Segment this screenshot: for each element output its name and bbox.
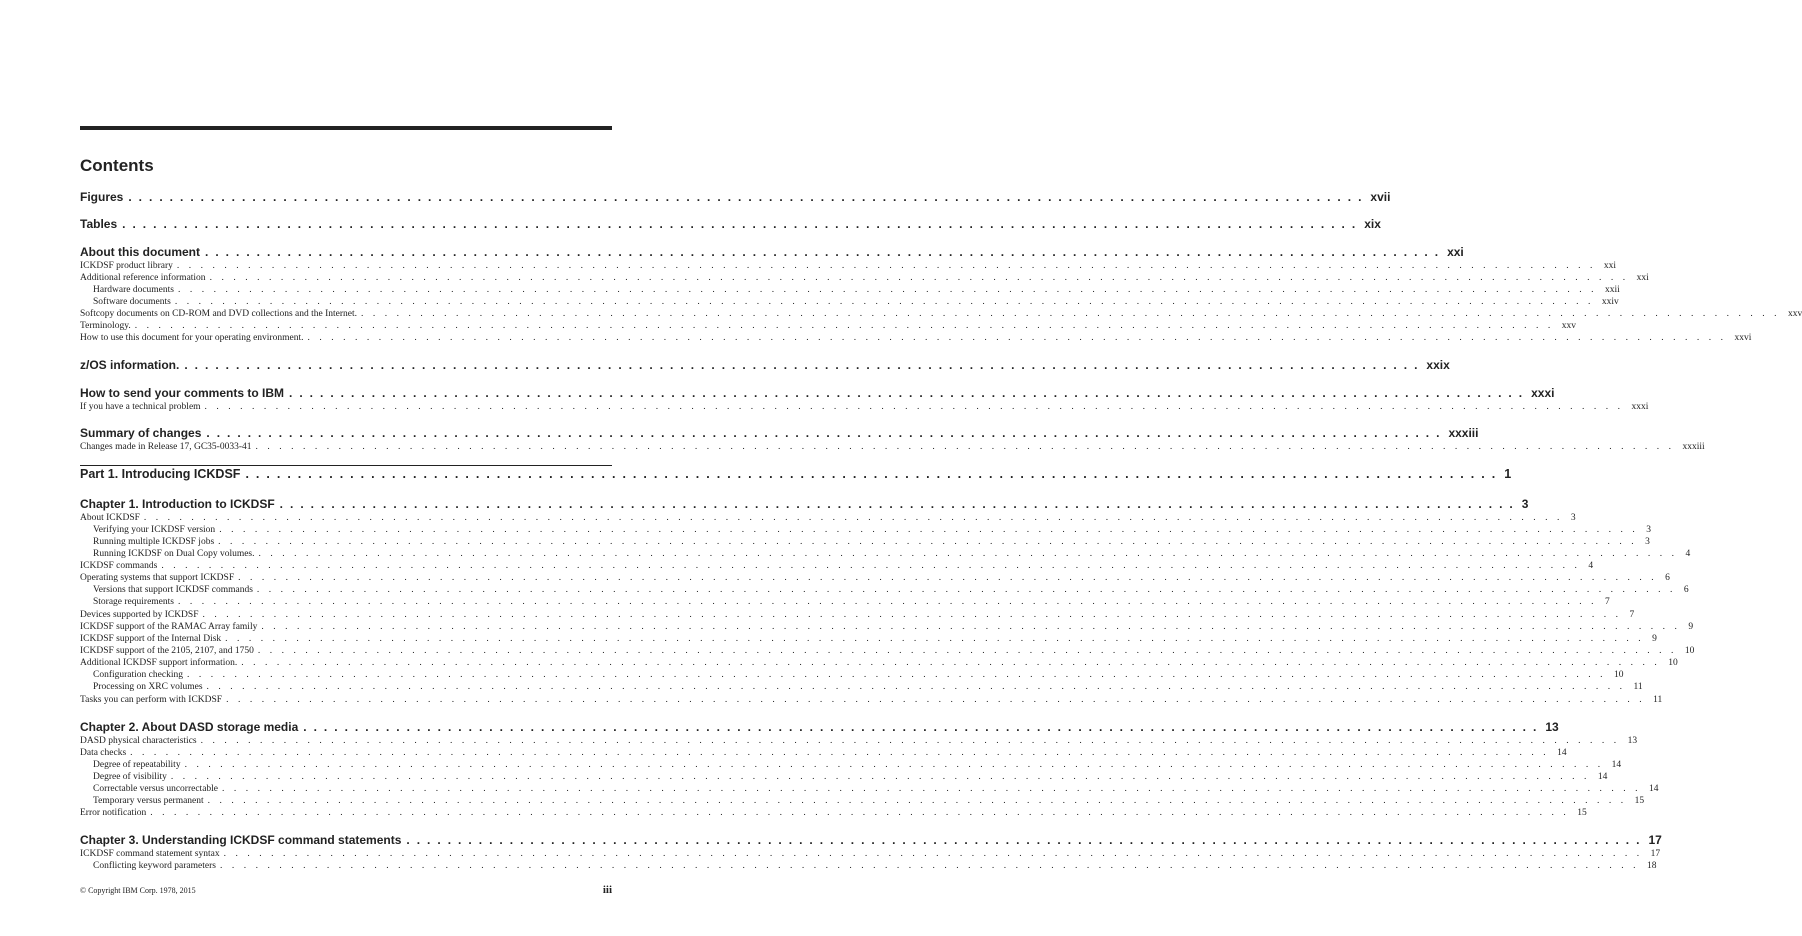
toc-entry-label: Figures xyxy=(80,190,124,204)
toc-entry-page-number: 10 xyxy=(1668,658,1678,668)
toc-entry-page-number: xxv xyxy=(1788,309,1802,319)
toc-entry-label: Configuration checking xyxy=(93,670,183,680)
toc-entry-label: ICKDSF commands xyxy=(80,561,158,571)
toc-entry[interactable] xyxy=(80,695,1663,706)
toc-entry-page-number: xxii xyxy=(1604,285,1620,295)
dot-leader: ........................................................................................................................ xyxy=(176,261,1602,271)
toc-entry-label: How to send your comments to IBM xyxy=(80,386,285,400)
toc-entry[interactable] xyxy=(80,426,1479,440)
toc-entry[interactable] xyxy=(80,682,1643,693)
dot-leader: ........................................................................................................................ xyxy=(122,217,1363,231)
dot-leader: ........................................................................................................................ xyxy=(205,245,1446,259)
toc-entry[interactable] xyxy=(80,273,1649,284)
dot-leader: ........................................................................................................................ xyxy=(219,861,1645,871)
dot-leader: ........................................................................................................................ xyxy=(134,321,1560,331)
toc-entry-label: ICKDSF support of the Internal Disk xyxy=(80,634,222,644)
toc-entry-label: Tasks you can perform with ICKDSF xyxy=(80,695,223,705)
dot-leader: ........................................................................................................................ xyxy=(130,748,1556,758)
toc-entry-page-number: 3 xyxy=(1521,497,1529,511)
toc-entry-label: Versions that support ICKDSF commands xyxy=(93,585,253,595)
dot-leader: ........................................................................................................................ xyxy=(241,658,1667,668)
toc-entry[interactable] xyxy=(80,561,1594,572)
toc-entry-page-number: 7 xyxy=(1629,610,1635,620)
dot-leader: ........................................................................................................................ xyxy=(245,467,1503,481)
toc-entry[interactable] xyxy=(80,386,1555,400)
toc-entry-label: z/OS information. xyxy=(80,358,180,372)
toc-entry-label: About ICKDSF xyxy=(80,513,140,523)
top-rule xyxy=(80,126,612,130)
dot-leader: ........................................................................................................................ xyxy=(218,537,1644,547)
toc-entry-label: Terminology. xyxy=(80,321,131,331)
toc-entry-label: Error notification xyxy=(80,808,147,818)
toc-entry-label: ICKDSF command statement syntax xyxy=(80,849,220,859)
toc-entry[interactable] xyxy=(80,217,1381,231)
toc-entry[interactable] xyxy=(80,634,1657,645)
toc-entry-label: If you have a technical problem xyxy=(80,402,201,412)
toc-entry-page-number: 10 xyxy=(1684,646,1695,656)
toc-entry[interactable] xyxy=(80,861,1657,872)
toc-entry-label: Devices supported by ICKDSF xyxy=(80,610,199,620)
toc-entry-page-number: 15 xyxy=(1634,796,1645,806)
dot-leader: ........................................................................................................................ xyxy=(222,784,1648,794)
toc-entry[interactable] xyxy=(80,333,1752,344)
toc-entry[interactable] xyxy=(80,465,1512,481)
dot-leader: ........................................................................................................................ xyxy=(128,190,1369,204)
dot-leader: ........................................................................................................................ xyxy=(406,833,1647,847)
toc-entry-page-number: xxi xyxy=(1636,273,1649,283)
toc-entry-label: Tables xyxy=(80,217,118,231)
toc-entry[interactable] xyxy=(80,573,1670,584)
toc-entry[interactable] xyxy=(80,537,1650,548)
toc-entry[interactable] xyxy=(80,549,1691,560)
toc-entry[interactable] xyxy=(80,402,1649,413)
toc-entry[interactable] xyxy=(80,261,1617,272)
toc-entry-label: Softcopy documents on CD-ROM and DVD collections and the Internet. xyxy=(80,309,358,319)
toc-entry-page-number: 11 xyxy=(1633,682,1643,692)
toc-entry-label: How to use this document for your operating environment. xyxy=(80,333,304,343)
toc-entry-label: Processing on XRC volumes xyxy=(93,682,203,692)
toc-entry-label: Running ICKDSF on Dual Copy volumes. xyxy=(93,549,255,559)
toc-entry-page-number: xxvi xyxy=(1734,333,1752,343)
toc-entry-page-number: 13 xyxy=(1627,736,1638,746)
toc-entry[interactable] xyxy=(80,190,1391,204)
dot-leader: ........................................................................................................................ xyxy=(256,585,1682,595)
toc-entry-page-number: 14 xyxy=(1597,772,1608,782)
dot-leader: ........................................................................................................................ xyxy=(255,442,1681,452)
toc-entry[interactable] xyxy=(80,622,1694,633)
toc-entry-page-number: 4 xyxy=(1588,561,1594,571)
dot-leader: ........................................................................................................................ xyxy=(279,497,1520,511)
toc-entry[interactable] xyxy=(80,772,1608,783)
dot-leader: ........................................................................................................................ xyxy=(150,808,1576,818)
toc-entry-label: Degree of repeatability xyxy=(93,760,181,770)
dot-leader: ........................................................................................................................ xyxy=(226,695,1652,705)
toc-entry[interactable] xyxy=(80,796,1645,807)
toc-entry-label: Chapter 2. About DASD storage media xyxy=(80,720,299,734)
toc-entry[interactable] xyxy=(80,849,1661,860)
toc-entry-page-number: xxi xyxy=(1447,245,1464,259)
toc-entry[interactable] xyxy=(80,358,1450,372)
toc-entry-page-number: xxiv xyxy=(1601,297,1619,307)
toc-entry-page-number: xxxiii xyxy=(1682,442,1705,452)
toc-entry-page-number: 6 xyxy=(1683,585,1689,595)
toc-entry[interactable] xyxy=(80,610,1635,621)
dot-leader: ........................................................................................................................ xyxy=(161,561,1587,571)
toc-entry-label: ICKDSF support of the 2105, 2107, and 1750 xyxy=(80,646,254,656)
toc-entry-page-number: 13 xyxy=(1545,720,1559,734)
toc-entry[interactable] xyxy=(80,736,1638,747)
dot-leader: ........................................................................................................................ xyxy=(257,646,1683,656)
toc-entry[interactable] xyxy=(80,309,1802,320)
toc-entry-label: Running multiple ICKDSF jobs xyxy=(93,537,215,547)
toc-entry-page-number: 14 xyxy=(1649,784,1659,794)
toc-entry-label: DASD physical characteristics xyxy=(80,736,197,746)
toc-entry-page-number: 18 xyxy=(1646,861,1657,871)
toc-entry[interactable] xyxy=(80,585,1689,596)
toc-entry-page-number: xxi xyxy=(1603,261,1617,271)
toc-entry-label: Chapter 1. Introduction to ICKDSF xyxy=(80,497,275,511)
toc-entry-page-number: 4 xyxy=(1685,549,1691,559)
dot-leader: ........................................................................................................................ xyxy=(206,426,1447,440)
toc-entry-page-number: 7 xyxy=(1605,597,1610,607)
toc-entry-page-number: 17 xyxy=(1648,833,1662,847)
toc-entry-page-number: xvii xyxy=(1370,190,1391,204)
toc-entry-page-number: 3 xyxy=(1646,525,1651,535)
dot-leader: ........................................................................................................................ xyxy=(261,622,1687,632)
toc-entry[interactable] xyxy=(80,808,1587,819)
toc-entry[interactable] xyxy=(80,670,1624,681)
toc-entry[interactable] xyxy=(80,658,1678,669)
toc-entry[interactable] xyxy=(80,784,1659,795)
dot-leader: ........................................................................................................................ xyxy=(361,309,1787,319)
dot-leader: ........................................................................................................................ xyxy=(289,386,1530,400)
toc-entry[interactable] xyxy=(80,720,1559,734)
toc-entry-page-number: 3 xyxy=(1645,537,1650,547)
toc-entry-label: About this document xyxy=(80,245,200,259)
toc-entry-page-number: 9 xyxy=(1688,622,1694,632)
toc-entry-page-number: xxv xyxy=(1561,321,1576,331)
toc-entry-label: Hardware documents xyxy=(93,285,174,295)
toc-entry-label: Conflicting keyword parameters xyxy=(93,861,216,871)
dot-leader: ........................................................................................................................ xyxy=(202,610,1628,620)
copyright-notice: © Copyright IBM Corp. 1978, 2015 xyxy=(80,886,196,895)
toc-entry[interactable] xyxy=(80,497,1529,511)
toc-entry-label: Summary of changes xyxy=(80,426,202,440)
dot-leader: ........................................................................................................................ xyxy=(177,285,1603,295)
toc-entry-page-number: 1 xyxy=(1504,467,1512,481)
toc-entry[interactable] xyxy=(80,285,1620,296)
dot-leader: ........................................................................................................................ xyxy=(219,525,1645,535)
dot-leader: ........................................................................................................................ xyxy=(303,720,1544,734)
dot-leader: ........................................................................................................................ xyxy=(207,796,1633,806)
dot-leader: ........................................................................................................................ xyxy=(143,513,1569,523)
dot-leader: ........................................................................................................................ xyxy=(225,634,1651,644)
toc-entry[interactable] xyxy=(80,525,1651,536)
toc-entry-label: Temporary versus permanent xyxy=(93,796,204,806)
dot-leader: ........................................................................................................................ xyxy=(186,670,1612,680)
toc-entry-label: Operating systems that support ICKDSF xyxy=(80,573,235,583)
toc-entry-label: Correctable versus uncorrectable xyxy=(93,784,219,794)
toc-entry-page-number: xxxi xyxy=(1631,402,1649,412)
toc-entry[interactable] xyxy=(80,442,1705,453)
dot-leader: ........................................................................................................................ xyxy=(206,682,1632,692)
page-title: Contents xyxy=(80,156,154,175)
dot-leader: ........................................................................................................................ xyxy=(238,573,1664,583)
toc-entry[interactable] xyxy=(80,646,1695,657)
toc-entry[interactable] xyxy=(80,748,1567,759)
toc-entry-label: ICKDSF product library xyxy=(80,261,173,271)
toc-entry-page-number: 14 xyxy=(1611,760,1622,770)
dot-leader: ........................................................................................................................ xyxy=(258,549,1684,559)
dot-leader: ........................................................................................................................ xyxy=(178,597,1603,607)
toc-entry-label: ICKDSF support of the RAMAC Array family xyxy=(80,622,258,632)
toc-entry-page-number: 6 xyxy=(1665,573,1670,583)
toc-entry-page-number: 14 xyxy=(1557,748,1567,758)
dot-leader: ........................................................................................................................ xyxy=(307,333,1733,343)
dot-leader: ........................................................................................................................ xyxy=(209,273,1635,283)
toc-entry-label: Verifying your ICKDSF version xyxy=(93,525,216,535)
toc-entry-page-number: xix xyxy=(1364,217,1381,231)
dot-leader: ........................................................................................................................ xyxy=(204,402,1630,412)
toc-entry-page-number: 11 xyxy=(1653,695,1663,705)
toc-entry-page-number: 3 xyxy=(1570,513,1576,523)
dot-leader: ........................................................................................................................ xyxy=(184,760,1610,770)
toc-entry-label: Chapter 3. Understanding ICKDSF command statements xyxy=(80,833,402,847)
toc-entry[interactable] xyxy=(80,297,1619,308)
toc-entry[interactable] xyxy=(80,513,1576,524)
toc-entry-page-number: 17 xyxy=(1650,849,1661,859)
toc-entry-page-number: xxxi xyxy=(1531,386,1555,400)
toc-entry-label: Additional reference information xyxy=(80,273,206,283)
toc-entry-label: Software documents xyxy=(93,297,171,307)
toc-entry[interactable] xyxy=(80,321,1576,332)
footer-page-number: iii xyxy=(602,884,612,896)
toc-entry-page-number: 10 xyxy=(1613,670,1624,680)
toc-entry-label: Additional ICKDSF support information. xyxy=(80,658,238,668)
toc-entry[interactable] xyxy=(80,833,1662,847)
dot-leader: ........................................................................................................................ xyxy=(223,849,1649,859)
toc-entry[interactable] xyxy=(80,597,1610,608)
toc-entry-page-number: 9 xyxy=(1652,634,1657,644)
toc-entry-page-number: xxix xyxy=(1426,358,1450,372)
toc-entry-label: Data checks xyxy=(80,748,127,758)
toc-entry-page-number: xxxiii xyxy=(1448,426,1479,440)
toc-entry-label: Degree of visibility xyxy=(93,772,167,782)
dot-leader: ........................................................................................................................ xyxy=(174,297,1600,307)
toc-entry-label: Changes made in Release 17, GC35-0033-41 xyxy=(80,442,252,452)
toc-entry[interactable] xyxy=(80,245,1464,259)
toc-entry-label: Part 1. Introducing ICKDSF xyxy=(80,467,241,481)
dot-leader: ........................................................................................................................ xyxy=(200,736,1626,746)
toc-entry-page-number: 15 xyxy=(1577,808,1587,818)
toc-entry[interactable] xyxy=(80,760,1622,771)
toc-entry-label: Storage requirements xyxy=(93,597,174,607)
dot-leader: ........................................................................................................................ xyxy=(184,358,1425,372)
dot-leader: ........................................................................................................................ xyxy=(170,772,1596,782)
